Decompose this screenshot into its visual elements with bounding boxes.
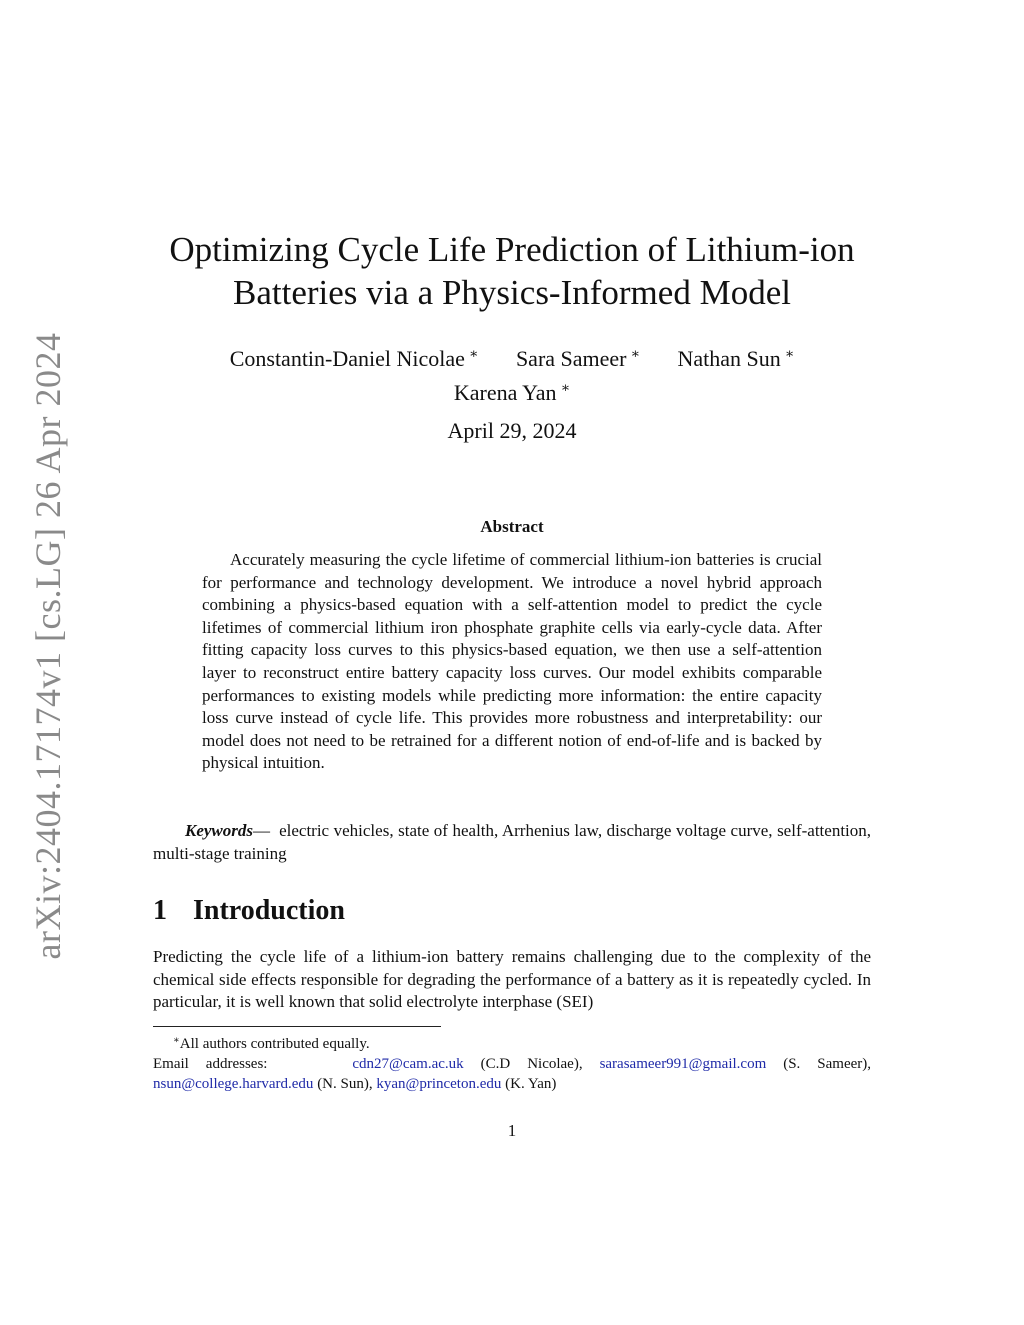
footnote-mark: ∗ (173, 1035, 180, 1046)
author-row-1 (150, 340, 874, 374)
author-footnote-mark: ∗ (560, 381, 571, 396)
section-title: Introduction (193, 895, 345, 926)
email-link-yan[interactable]: kyan@princeton.edu (376, 1076, 502, 1092)
paper-title (150, 228, 874, 314)
author-list (150, 340, 874, 408)
introduction-text: Predicting the cycle life of a lithium-ion battery remains challenging due to the complexity of the chemical side effects responsible for degrading the performance of a battery as it is repeatedly cycled. In particular, it is well known that solid electrolyte interphase (SEI) (153, 947, 871, 1012)
author-footnote-mark: ∗ (468, 347, 479, 362)
email-owner: (N. Sun), (317, 1076, 373, 1092)
footnote (153, 1031, 871, 1094)
publication-date: April 29, 2024 (447, 418, 577, 443)
keywords-label: Keywords (185, 821, 253, 840)
email-link-sun[interactable]: nsun@college.harvard.edu (153, 1076, 314, 1092)
page-number: 1 (507, 1121, 517, 1140)
author-name: Constantin-Daniel Nicolae (229, 346, 465, 371)
email-link-nicolae[interactable]: cdn27@cam.ac.uk (352, 1056, 464, 1072)
author-sun (678, 346, 795, 371)
footnote-divider (153, 1026, 441, 1027)
author-footnote-mark: ∗ (630, 347, 641, 362)
email-owner: (S. Sameer), (783, 1056, 872, 1072)
author-nicolae (230, 346, 479, 371)
email-link-sameer[interactable]: sarasameer991@gmail.com (599, 1056, 767, 1072)
footnote-equal-contribution (153, 1031, 871, 1054)
email-owner: (K. Yan) (505, 1076, 557, 1092)
title-line-1: Optimizing Cycle Life Prediction of Lithium-ion (169, 230, 855, 269)
author-name: Karena Yan (453, 380, 557, 405)
arxiv-identifier-stamp: arXiv:2404.17174v1 [cs.LG] 26 Apr 2024 (28, 332, 68, 960)
keywords-text: electric vehicles, state of health, Arrhenius law, discharge voltage curve, self-attention, multi-stage training (153, 821, 872, 863)
section-heading-introduction (153, 895, 345, 927)
abstract-heading: Abstract (480, 517, 544, 536)
keywords-separator: — (253, 821, 270, 840)
footnote-email-list (153, 1054, 871, 1094)
abstract-text: Accurately measuring the cycle lifetime of commercial lithium-ion batteries is crucial for performance and technology development. We introduce a novel hybrid approach combining a physics-based equation with a self-attention model to predict the cycle lifetimes of commercial lithium iron phosphate graphite cells via early-cycle data. After fitting capacity loss curves to this physics-based equation, we then use a self-attention layer to reconstruct entire battery capacity loss curves. Our model exhibits comparable performances to existing models while predicting more information: the entire capacity loss curve instead of cycle life. This provides more robustness and interpretability: our model does not need to be retrained for a different notion of end-of-life and is backed by physical intuition. (202, 550, 822, 773)
author-name: Sara Sameer (515, 346, 627, 371)
author-yan (454, 380, 570, 405)
title-line-2: Batteries via a Physics-Informed Model (233, 273, 791, 312)
author-sameer (516, 346, 640, 371)
email-prefix: Email addresses: (153, 1056, 268, 1072)
email-owner: (C.D Nicolae), (480, 1056, 583, 1072)
author-row-2 (150, 374, 874, 408)
author-name: Nathan Sun (677, 346, 781, 371)
author-footnote-mark: ∗ (784, 347, 795, 362)
keywords-paragraph (153, 820, 871, 865)
footnote-note: All authors contributed equally. (179, 1036, 370, 1052)
section-number: 1 (153, 895, 167, 926)
